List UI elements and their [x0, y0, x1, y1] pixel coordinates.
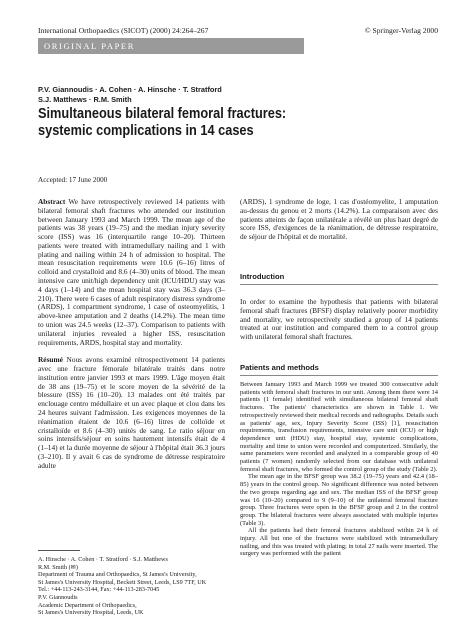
resume-continued: (ARDS), 1 syndrome de loge, 1 cas d'ostéomyelite, 1 amputation au-dessus du genou et 2 morts (14.2%). La comparaison avec des patients atteints de façon unilatérale a révélé un plus haut degré de score ISS, d'exigences de la réanimation, de détresse respiratoire, de séjour de l'hôpital et de mortalité. [240, 197, 438, 242]
affiliation-footnote-2 [38, 594, 228, 617]
introduction-heading: Introduction [240, 272, 438, 285]
methods-paragraph-3: All the patients had their femoral fractures stabilized within 24 h of injury. All but one of the fractures were stabilized with intramedullary nailing, and this was treated with plating; in total 27 nails were inserted. The surgery was performed with the patient [240, 527, 438, 558]
abstract-label: Abstract [38, 197, 66, 206]
methods-paragraph-2: The mean age in the BFSF group was 38.2 (19–75) years and 42.4 (18–85) years in the control group. No significant difference was noted between the two groups regarding age and sex. The median ISS of the BFSF group was 16 (10–20) compared to 9 (9–10) of the unilateral femoral fracture group. Three fractures were open in the BFSF group and 2 in the control group. The bilateral fractures were always associated with multiple injuries (Table 3). [240, 473, 438, 527]
authors-line-1: P.V. Giannoudis · A. Cohen · A. Hinsche · T. Stratford [38, 85, 222, 94]
footnote-divider [38, 550, 80, 551]
footnote-line: R.M. Smith (✉) [38, 563, 78, 571]
publisher-copyright: © Springer-Verlag 2000 [364, 26, 438, 35]
title-line-1: Simultaneous bilateral femoral fractures: [38, 106, 287, 122]
abstract-text: We have retrospectively reviewed 14 patients with bilateral femoral shaft fractures who attended our institution between January 1993 and March 1999. The mean age of the patients was 38 years (19–75) and the median injury severity score (ISS) was 16 (interquartile range 10–20). Thirteen patients were treated with intramedullary nailing and 1 with plating and nailing within 24 h of admission to hospital. The mean resuscitation requirements were 10.6 (6–16) litres of colloid and crystalloid and 8.6 (4–30) units of blood. The mean intensive care unit/high dependency unit (ICU/HDU) stay was 4 days (1–14) and the mean hospital stay was 36.3 days (3–210). There were 6 cases of adult respiratory distress syndrome (ARDS), 1 compartment syndrome, 1 case of osteomyelitis, 1 above-knee amputation and 2 deaths (14.2%). The mean time to union was 24.5 weeks (12–37). Comparison to patients with unilateral injuries revealed a higher ISS, resuscitation requirements, ARDS, hospital stay and mortality. [38, 197, 225, 347]
journal-citation: International Orthopaedics (SICOT) (2000) 24:264–267 [38, 26, 209, 35]
resume-paragraph [38, 356, 225, 470]
left-column [38, 198, 225, 470]
article-title [38, 106, 390, 140]
authors-line-2: S.J. Matthews · R.M. Smith [38, 94, 132, 104]
affiliation-footnote [38, 556, 228, 594]
footnote-line: Academic Department of Orthopaedics, [38, 601, 137, 609]
methods-body [240, 381, 438, 558]
resume-label: Résumé [38, 355, 63, 365]
abstract-paragraph [38, 198, 225, 347]
journal-header [38, 26, 438, 35]
footnote-line: St James's University Hospital, Beckett Street, Leeds, LS9 7TF, UK [38, 578, 207, 586]
footnote-line: P.V. Giannoudis [38, 594, 78, 601]
accepted-date: Accepted: 17 June 2000 [38, 176, 108, 184]
footnote-line: St James's University Hospital, Leeds, UK [38, 609, 144, 616]
author-list [38, 85, 438, 104]
footnote-line: Tel.: +44-113-243-3144, Fax: +44-113-283-7045 [38, 586, 160, 593]
methods-heading: Patients and methods [240, 363, 438, 376]
title-line-2: systemic complications in 14 cases [38, 123, 254, 139]
introduction-text: In order to examine the hypothesis that patients with bilateral femoral shaft fractures (BFSF) display relatively poorer morbidity and mortality, we retrospectively studied a group of 14 patients treated at our institution and compared them to a control group with unilateral femoral shaft fractures. [240, 297, 438, 342]
article-type-banner: ORIGINAL PAPER [38, 38, 304, 54]
methods-paragraph-1: Between January 1993 and March 1999 we treated 300 consecutive adult patients with femoral shaft fractures in our unit. Among them there were 14 patients (1 female) identified with simultaneous bilateral femoral shaft fractures. The patients' characteristics are shown in Table 1. We retrospectively reviewed their medical records and radiographs. Details such as patients' age, sex, Injury Severity Score (ISS) [1], resuscitation requirements, transfusion requirements, intensive care unit (ICU) or high dependence unit (HDU) stay, hospital stay, systemic complications, mortality and time to union were recorded and computerized. Similarly, the same parameters were recorded and analyzed in a comparable group of 40 patients (7 women) randomly selected from our database with unilateral femoral shaft fractures, who formed the control group of the study (Table 2). [240, 381, 438, 473]
footnote-line: A. Hinsche · A. Cohen · T. Stratford · S.J. Matthews [38, 556, 168, 563]
footnote-line: Department of Trauma and Orthopaedics, St James's University, [38, 571, 197, 578]
resume-text: Nous avons examiné rétrospectivement 14 patients avec une fracture fémorale bilatérale traités dans notre institution entre janvier 1993 et mars 1999. L'âge moyen était de 38 ans (19–75) et le score moyen de la sévérité de la blessure (ISS) 16 (10–20). 13 malades ont été traités par enclouage centro médullaire et un avec plaque et clou dans les 24 heures suivant l'admission. Les exigences moyennes de la réanimation étaient de 10.6 (6–16) litres de colloïde et cristalloïde et 8.6 (4–30) unités de sang. Le ratio séjour en soins intensifs/séjour en soins hautement intensifs était de 4 (1–14) et la durée moyenne de séjour à l'hôpital était 36.3 jours (3–210). Il y avait 6 cas de syndrome de détresse respiratoire adulte [38, 355, 225, 470]
